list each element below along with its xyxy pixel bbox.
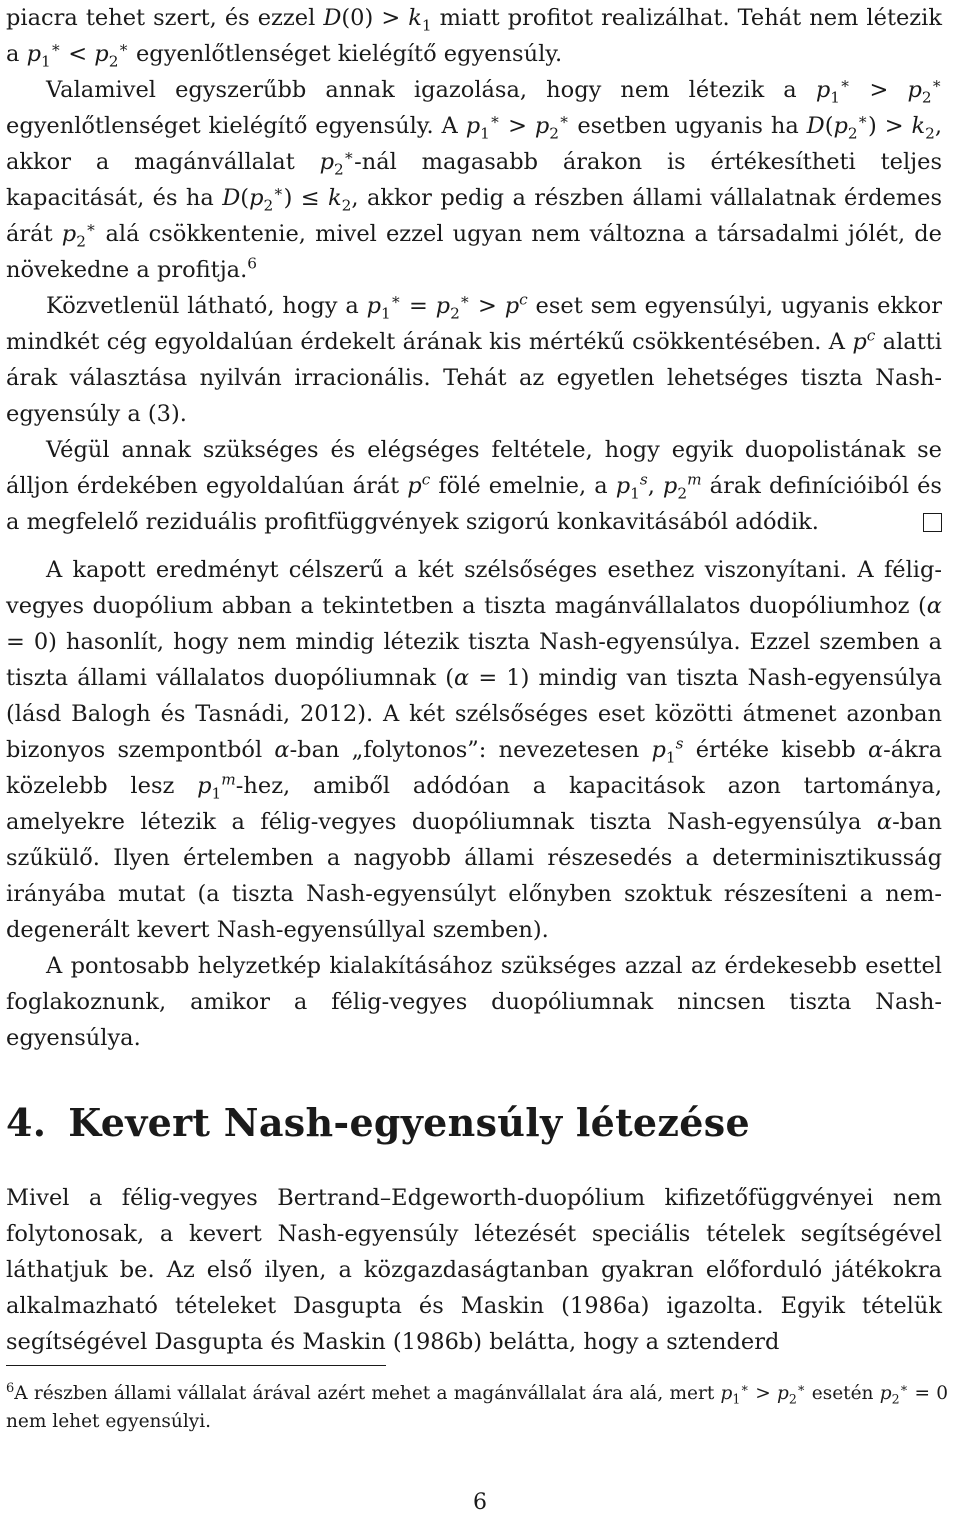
section-number: 4. <box>6 1100 47 1145</box>
footnote-rule <box>6 1365 386 1366</box>
paragraph-5: A kapott eredményt célszerű a két szélsőséges esethez viszonyítani. A félig-vegyes duopólium abban a tekintetben a tiszta magánvállalatos duopóliumhoz (α = 0) hasonlít, hogy nem mindig létezik tiszta Nash-egyensúlya. Ezzel szemben a tiszta állami vállalatos duopóliumnak (α = 1) mindig van tiszta Nash-egyensúlya (lásd Balogh és Tasnádi, 2012). A két szélsőséges eset közötti átmenet azonban bizonyos szempontból α-ban „folytonos”: nevezetesen $p_1^s$ értéke kisebb α-ákra közelebb lesz $p_1^m$-hez, amiből adódóan a kapacitások azon tartománya, amelyekre létezik a félig-vegyes duopóliumnak tiszta Nash-egyensúlya α-ban szűkülő. Ilyen értelemben a nagyobb állami részesedés a determinisztikusság irányába mutat (a tiszta Nash-egyensúlyt előnyben szoktuk részesíteni a nem-degenerált kevert Nash-egyensúllyal szemben). <box>6 557 942 943</box>
paragraph-4: Végül annak szükséges és elégséges feltétele, hogy egyik duopolistának se álljon érdekében egyoldalúan árát $p^c$ fölé emelnie, a $p_1^s$, $p_2^m$ árak definícióiból és a megfelelő reziduális profitfüggvények szigorú konkavitásából adódik. <box>6 437 942 535</box>
footnote: $^6$A részben állami vállalat árával azért mehet a magánvállalat ára alá, mert $p_1^∗ > p_2^∗$ esetén $p_2^∗ = 0$ nem lehet egyensúlyi. <box>6 1379 948 1432</box>
paragraph-3: Közvetlenül látható, hogy a $p_1^∗ = p_2^∗ > p^c$ eset sem egyensúlyi, ugyanis ekkor mindkét cég egyoldalúan érdekelt árának kis mértékű csökkentésében. A $p^c$ alatti árak választása nyilván irracionális. Tehát az egyetlen lehetséges tiszta Nash-egyensúly a (3). <box>6 290 942 427</box>
proof-text-block <box>0 0 948 540</box>
paragraph-1: piacra tehet szert, és ezzel $D(0) > k_1$ miatt profitot realizálhat. Tehát nem létezik a $p_1^∗ < p_2^∗$ egyenlőtlenséget kielégítő egyensúly. <box>6 5 942 71</box>
section-heading <box>6 1100 750 1145</box>
section-text-block <box>0 1180 948 1360</box>
footnote-mark: 6 <box>6 1380 15 1396</box>
paragraph-7: Mivel a félig-vegyes Bertrand–Edgeworth-duopólium kifizetőfüggvényei nem folytonosak, a kevert Nash-egyensúly létezését speciális tételek segítségével láthatjuk be. Az első ilyen, a közgazdaságtanban gyakran előforduló játékokra alkalmazható tételeket Dasgupta és Maskin (1986a) igazolta. Egyik tételük segítségével Dasgupta és Maskin (1986b) belátta, hogy a sztenderd <box>6 1185 942 1355</box>
paragraph-2: Valamivel egyszerűbb annak igazolása, hogy nem létezik a $p_1^∗ > p_2^∗$ egyenlőtlenséget kielégítő egyensúly. A $p_1^∗ > p_2^∗$ esetben ugyanis ha $D(p_2^∗) > k_2$, akkor a magánvállalat $p_2^∗$-nál magasabb árakon is értékesítheti teljes kapacitását, és ha $D(p_2^∗) \le k_2$, akkor pedig a részben állami vállalatnak érdemes árát $p_2^∗$ alá csökkentenie, mivel ezzel ugyan nem változna a társadalmi jólét, de növekedne a profitja.$^6$ <box>6 74 942 283</box>
paragraph-6: A pontosabb helyzetkép kialakításához szükséges azzal az érdekesebb esettel foglakoznunk, amikor a félig-vegyes duopóliumnak nincsen tiszta Nash-egyensúlya. <box>6 953 942 1051</box>
page-number: 6 <box>473 1490 487 1515</box>
discussion-text-block <box>0 552 948 1056</box>
qed-square-icon <box>923 513 942 532</box>
section-title: Kevert Nash-egyensúly létezése <box>68 1100 750 1145</box>
